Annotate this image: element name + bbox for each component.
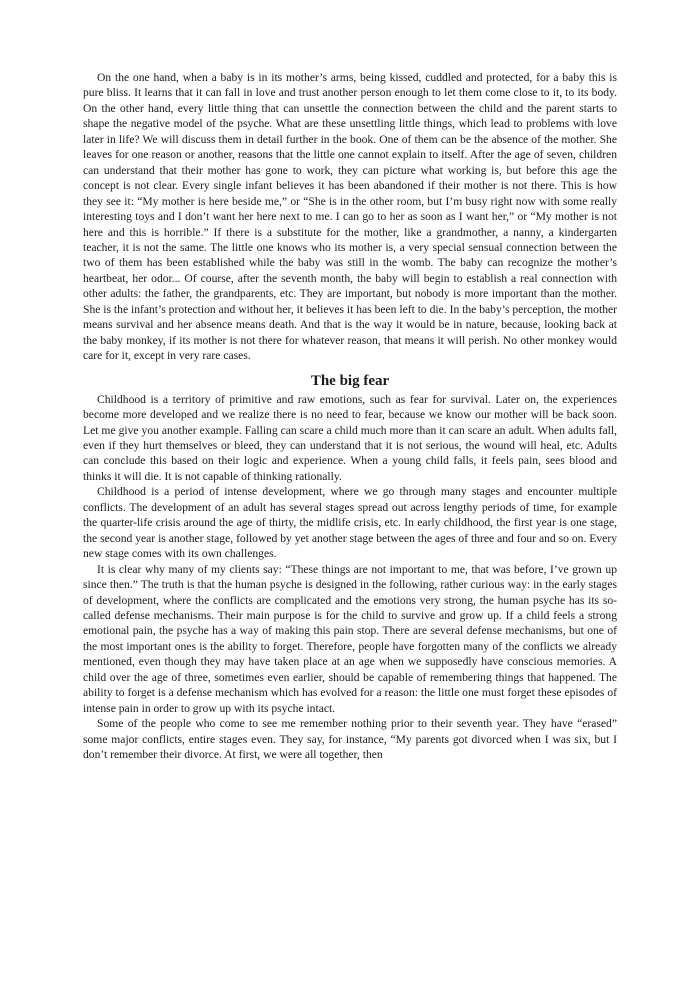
body-paragraph-2: Childhood is a territory of primitive and raw emotions, such as fear for survival. Later on, the experiences become more developed and we realize there is no need to fear, because we know our mother will be back soon. Let me give you another example. Falling can scare a child much more than it can scare an adult. When adults fall, even if they hurt themselves or bleed, they can understand that it is not serious, the wound will heal, etc. Adults can conclude this based on their logic and experience. When a young child falls, it feels pain, sees blood and thinks it will die. It is not capable of thinking rationally. [83,392,617,483]
body-paragraph-5: Some of the people who come to see me remember nothing prior to their seventh year. They have “erased” some major conflicts, entire stages even. They say, for instance, “My parents got divorced when I was six, but I don’t remember their divorce. At first, we were all together, then [83,717,617,762]
body-paragraph-3: Childhood is a period of intense development, where we go through many stages and encounter multiple conflicts. The development of an adult has several stages spread out across lengthy periods of time, for example the quarter-life crisis around the age of thirty, the midlife crisis, etc. In early childhood, the first year is one stage, the second year is another stage, followed by yet another stage between the ages of three and four and so on. Every new stage comes with its own challenges. [83,485,617,561]
body-paragraph-1: On the one hand, when a baby is in its mother’s arms, being kissed, cuddled and protected, for a baby this is pure bliss. It learns that it can fall in love and trust another person enough to let them come close to it, to its body. On the other hand, every little thing that can unsettle the connection between the child and the parent starts to shape the negative model of the psyche. What are these unsettling little things, which lead to problems with love later in life? We will discuss them in detail further in the book. One of them can be the absence of the mother. She leaves for one reason or another, reasons that the little one cannot explain to itself. After the age of seven, children can understand that their mother has gone to work, they can picture what working is, but before this age the concept is not clear. Every single infant believes it has been abandoned if their mother is not there. This is how they see it: “My mother is here beside me,” or “She is in the other room, but I’m busy right now with some really interesting toys and I don’t want her here next to me. I can go to her as soon as I want her,” or “My mother is not here and this is horrible.” If there is a substitute for the mother, like a grandmother, a nanny, a kindergarten teacher, it is not the same. The little one knows who its mother is, a very special sensual connection between the two of them has been established while the baby was still in the womb. The baby can recognize the mother’s heartbeat, her odor... Of course, after the seventh month, the baby will begin to establish a real connection with other adults: the father, the grandparents, etc. They are important, but nobody is more important than the mother. She is the infant’s protection and without her, it believes it has been left to die. In the baby’s perception, the mother means survival and her absence means death. And that is the way it would be in nature, because, looking back at the baby monkey, if its mother is not there for whatever reason, that means it will perish. No other monkey would care for it, except in very rare cases. [83,71,617,363]
body-paragraph-4: It is clear why many of my clients say: “These things are not important to me, that was before, I’ve grown up since then.” The truth is that the human psyche is designed in the following, rather curious way: in the early stages of development, where the conflicts are complicated and the emotions very strong, the human psyche has its so-called defense mechanisms. Their main purpose is for the child to survive and grow up. If a child feels a strong emotional pain, the psyche has a way of making this pain stop. There are several defense mechanisms, but one of the most important ones is the ability to forget. Therefore, people have forgotten many of the conflicts we already mentioned, even though they may have taken place at an age when we supposedly have conscious memories. A child over the age of three, sometimes even earlier, should be capable of remembering things that happened. The ability to forget is a defense mechanism which has evolved for a reason: the little one must forget these episodes of intense pain in order to grow up with its psyche intact. [83,562,617,715]
document-page [83,70,617,762]
section-heading: The big fear [310,372,390,389]
